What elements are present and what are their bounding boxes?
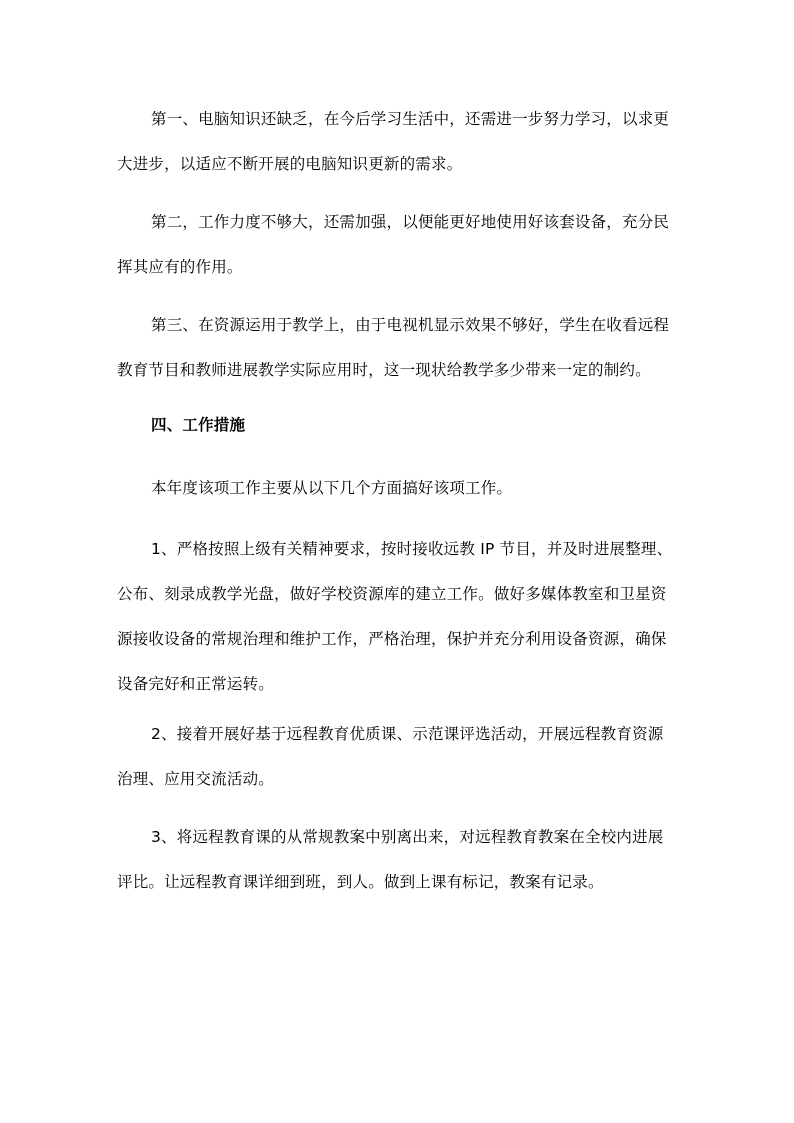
section-heading-text: 四、工作措施 <box>151 416 246 434</box>
paragraph-line: 3、将远程教育课的从常规教案中别离出来，对远程教育教案在全校内进展 <box>151 828 664 846</box>
paragraph-line: 评比。让远程教育课详细到班，到人。做到上课有标记，教案有记录。 <box>117 873 604 891</box>
paragraph-line: 本年度该项工作主要从以下几个方面搞好该项工作。 <box>151 479 513 497</box>
paragraph-measure-3 <box>117 815 679 905</box>
section-heading <box>117 403 679 448</box>
paragraph-line: 源接收设备的常规治理和维护工作，严格治理，保护并充分利用设备资源，确保 <box>117 630 667 648</box>
paragraph-line: 挥其应有的作用。 <box>117 258 243 276</box>
paragraph-line: 第三、在资源运用于教学上，由于电视机显示效果不够好，学生在收看远程 <box>151 316 670 334</box>
paragraph-line: 第二，工作力度不够大，还需加强，以便能更好地使用好该套设备，充分民 <box>151 213 670 231</box>
paragraph-third-shortcoming <box>117 303 679 393</box>
paragraph-line: 大进步，以适应不断开展的电脑知识更新的需求。 <box>117 155 463 173</box>
paragraph-line: 治理、应用交流活动。 <box>117 770 275 788</box>
paragraph-intro <box>117 466 679 511</box>
paragraph-second-shortcoming <box>117 200 679 290</box>
paragraph-measure-1 <box>117 527 679 707</box>
paragraph-first-shortcoming <box>117 97 679 187</box>
paragraph-line: 设备完好和正常运转。 <box>117 675 275 693</box>
paragraph-line: 第一、电脑知识还缺乏，在今后学习生活中，还需进一步努力学习，以求更 <box>151 110 670 128</box>
paragraph-line: 2、接着开展好基于远程教育优质课、示范课评选活动，开展远程教育资源 <box>151 725 664 743</box>
paragraph-line: 教育节目和教师进展教学实际应用时，这一现状给教学多少带来一定的制约。 <box>117 361 651 379</box>
paragraph-measure-2 <box>117 712 679 802</box>
paragraph-line: 公布、刻录成教学光盘，做好学校资源库的建立工作。做好多媒体教室和卫星资 <box>117 585 667 603</box>
paragraph-line: 1、严格按照上级有关精神要求，按时接收远教 IP 节目，并及时进展整理、 <box>151 540 673 558</box>
